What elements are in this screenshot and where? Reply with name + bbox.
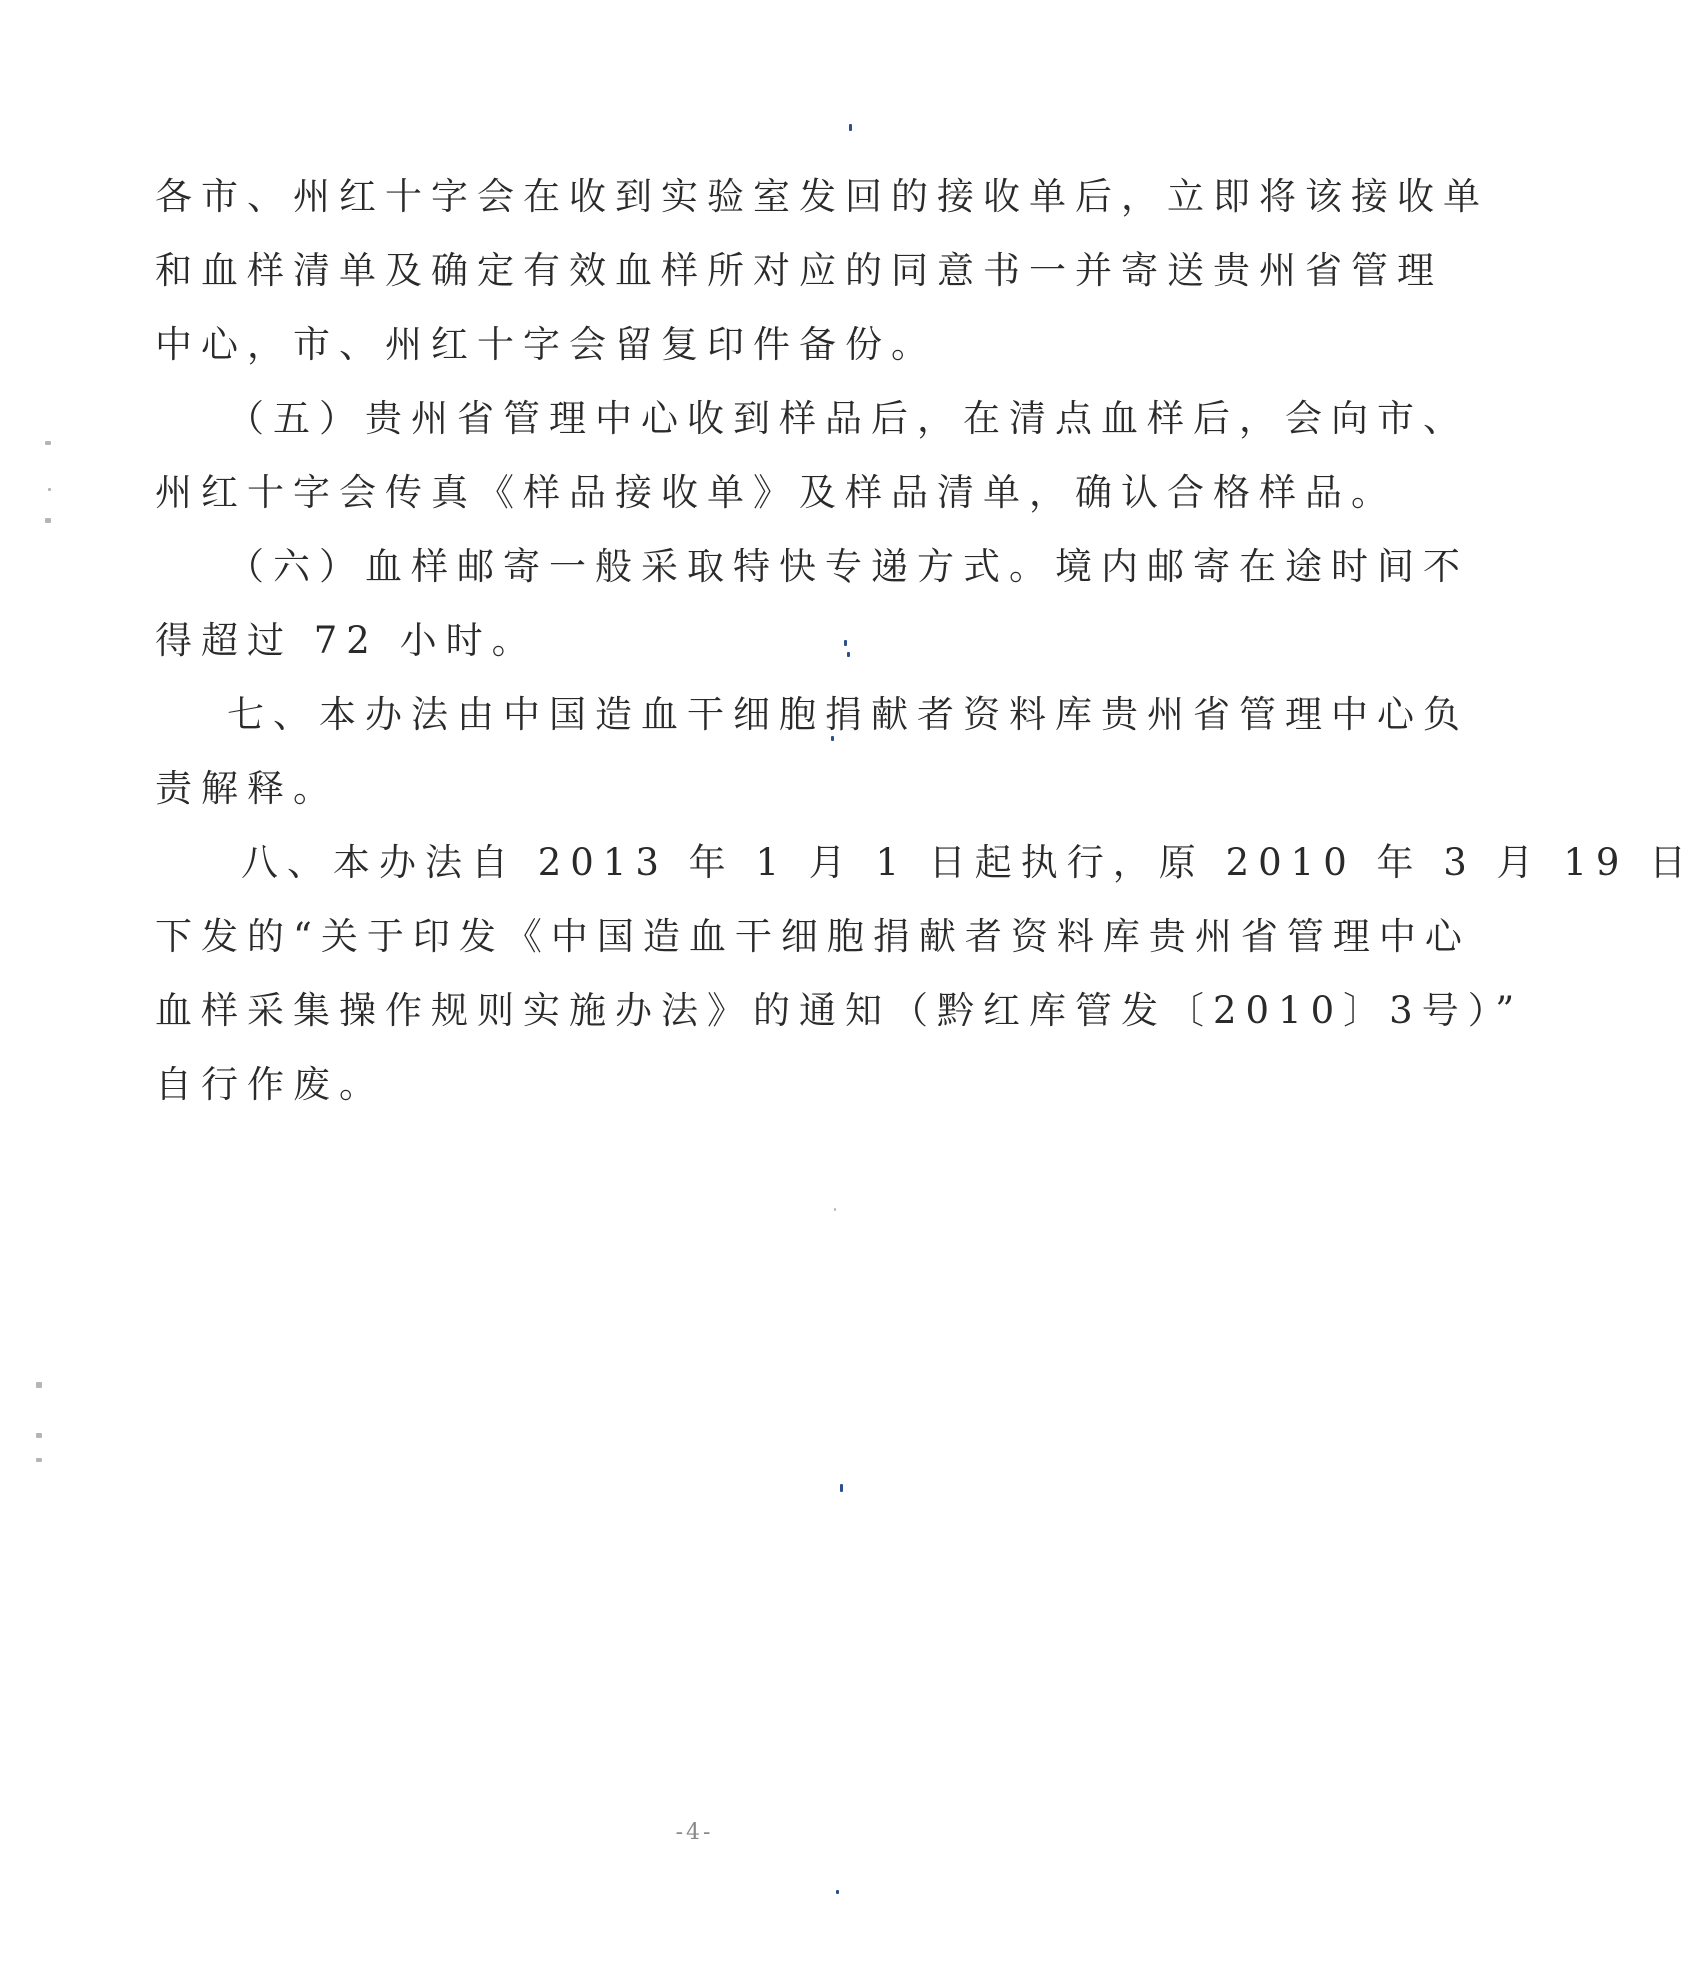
scan-speck [849,124,852,131]
paragraph-line-3: 中心，市、州红十字会留复印件备份。 [155,323,937,366]
scan-speck [831,736,834,741]
scan-speck [847,652,850,657]
paragraph-line-4: （五）贵州省管理中心收到样品后，在清点血样后，会向市、 [227,397,1469,440]
paragraph-line-10: 八、本办法自 2013 年 1 月 1 日起执行，原 2010 年 3 月 19 日 [241,841,1695,884]
paragraph-line-13: 自行作废。 [155,1063,385,1106]
scan-speck [844,640,847,646]
paragraph-line-9: 责解释。 [155,767,339,810]
scan-mark [36,1382,42,1388]
paragraph-line-8: 七、本办法由中国造血干细胞捐献者资料库贵州省管理中心负 [227,693,1469,736]
scan-speck [840,1484,843,1492]
scan-mark [48,488,51,491]
paragraph-line-1: 各市、州红十字会在收到实验室发回的接收单后，立即将该接收单 [155,175,1489,218]
page-number: -4- [675,1820,714,1845]
paragraph-line-12: 血样采集操作规则实施办法》的通知（黔红库管发〔2010〕3号）” [155,989,1524,1032]
scan-mark [45,518,51,523]
scan-mark [36,1458,42,1462]
scan-mark [36,1433,42,1438]
document-body [155,160,1695,1122]
scan-speck [836,1890,839,1894]
paragraph-line-5: 州红十字会传真《样品接收单》及样品清单，确认合格样品。 [155,471,1397,514]
paragraph-line-6: （六）血样邮寄一般采取特快专递方式。境内邮寄在途时间不 [227,545,1469,588]
paragraph-line-11: 下发的“关于印发《中国造血干细胞捐献者资料库贵州省管理中心 [155,915,1471,958]
paragraph-line-7: 得超过 72 小时。 [155,619,538,662]
scan-mark [834,1208,836,1211]
scan-mark [45,441,51,445]
paragraph-line-2: 和血样清单及确定有效血样所对应的同意书一并寄送贵州省管理 [155,249,1443,292]
